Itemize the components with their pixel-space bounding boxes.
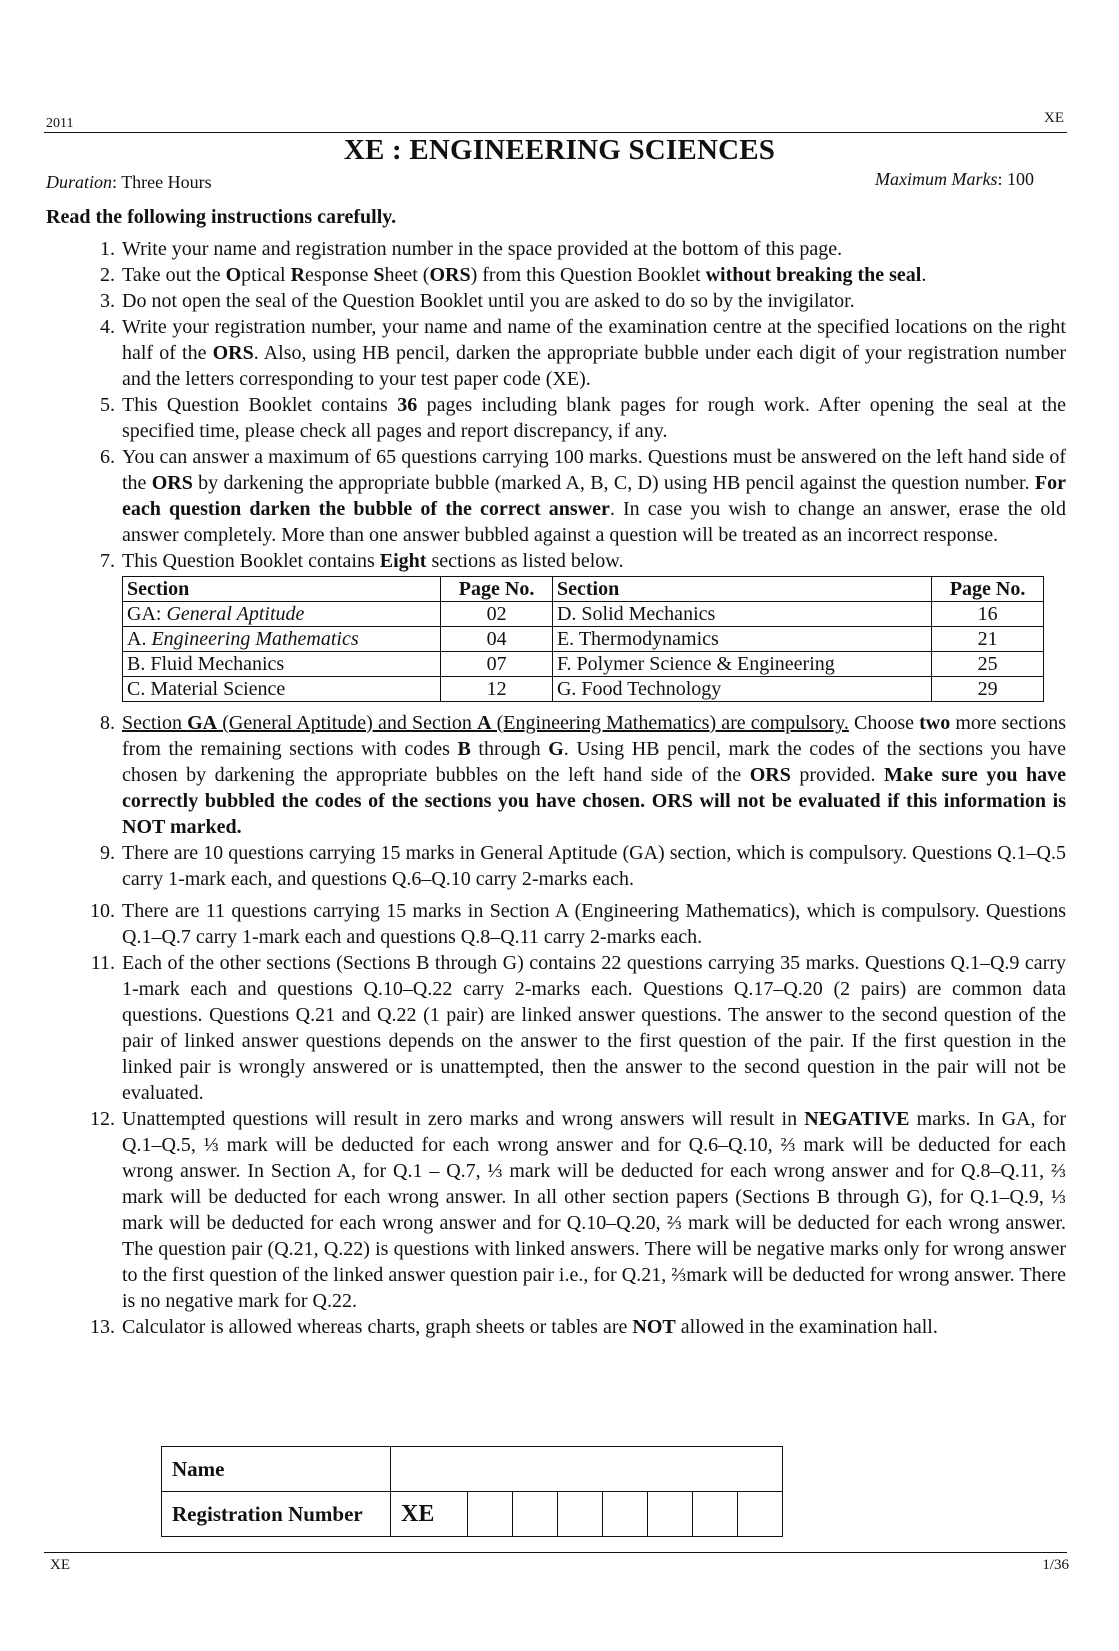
instruction-text: Take out the Optical Response Sheet (ORS) from this Question Booklet without breaking the seal. bbox=[122, 264, 927, 286]
registration-digit-box[interactable] bbox=[648, 1492, 693, 1537]
instruction-text: There are 11 questions carrying 15 marks in Section A (Engineering Mathematics), which is compulsory. Questions Q.1–Q.7 carry 1-mark each and questions Q.8–Q.11 carry 2-marks each. bbox=[122, 900, 1066, 948]
instruction-item bbox=[70, 840, 1066, 892]
instruction-text: This Question Booklet contains Eight sections as listed below. bbox=[122, 550, 624, 572]
instruction-text: Do not open the seal of the Question Booklet until you are asked to do so by the invigilator. bbox=[122, 290, 855, 312]
instruction-number: 3. bbox=[100, 290, 115, 312]
instruction-text: Section GA (General Aptitude) and Section A (Engineering Mathematics) are compulsory. Choose two more sections from the remaining sections with codes B through G. Using HB pencil, mark the codes of the sections you have chosen by darkening the appropriate bubbles on the left hand side of the ORS provided. Make sure you have correctly bubbled the codes of the sections you have chosen. ORS will not be evaluated if this information is NOT marked. bbox=[122, 712, 1067, 838]
section-cell: E. Thermodynamics bbox=[552, 627, 931, 652]
instruction-item bbox=[70, 710, 1066, 840]
page-cell: 16 bbox=[932, 602, 1044, 627]
instruction-item bbox=[70, 262, 1066, 288]
section-cell: B. Fluid Mechanics bbox=[123, 652, 441, 677]
header-paper-code: XE bbox=[1044, 110, 1064, 126]
instruction-item bbox=[70, 444, 1066, 548]
instruction-item bbox=[70, 288, 1066, 314]
registration-digit-box[interactable] bbox=[558, 1492, 603, 1537]
instruction-number: 13. bbox=[90, 1316, 115, 1338]
page-cell: 25 bbox=[932, 652, 1044, 677]
section-cell: F. Polymer Science & Engineering bbox=[552, 652, 931, 677]
page-cell: 29 bbox=[932, 677, 1044, 702]
column-header: Page No. bbox=[441, 577, 553, 602]
footer-paper-code: XE bbox=[50, 1557, 70, 1573]
registration-digit-box[interactable] bbox=[603, 1492, 648, 1537]
instructions-heading: Read the following instructions carefully. bbox=[46, 206, 397, 228]
section-cell: G. Food Technology bbox=[552, 677, 931, 702]
name-row bbox=[162, 1447, 783, 1492]
instruction-number: 9. bbox=[100, 842, 115, 864]
page-cell: 07 bbox=[441, 652, 553, 677]
table-row bbox=[123, 602, 1044, 627]
instruction-number: 10. bbox=[90, 900, 115, 922]
instruction-text: There are 10 questions carrying 15 marks in General Aptitude (GA) section, which is compulsory. Questions Q.1–Q.5 carry 1-mark each, and questions Q.6–Q.10 carry 2-marks each. bbox=[122, 842, 1066, 890]
page-cell: 04 bbox=[441, 627, 553, 652]
max-marks-label: Maximum Marks bbox=[875, 169, 998, 189]
instruction-text: Each of the other sections (Sections B through G) contains 22 questions carrying 35 marks. Questions Q.1–Q.9 carry 1-mark each and questions Q.10–Q.22 carry 2-marks each. Questions Q.17–Q.20 (2 pairs) are common data questions. Questions Q.21 and Q.22 (1 pair) are linked answer questions. The answer to the second question of the pair of linked answer questions depends on the answer to the first question of the pair. If the first question in the linked pair is wrongly answered or is unattempted, then the answer to the second question in the pair will not be evaluated. bbox=[122, 952, 1066, 1104]
instruction-number: 2. bbox=[100, 264, 115, 286]
page-cell: 02 bbox=[441, 602, 553, 627]
page-cell: 12 bbox=[441, 677, 553, 702]
candidate-details-form bbox=[161, 1446, 783, 1537]
page-title: XE : ENGINEERING SCIENCES bbox=[343, 134, 776, 166]
column-header: Page No. bbox=[932, 577, 1044, 602]
instruction-item bbox=[70, 314, 1066, 392]
page-cell: 21 bbox=[932, 627, 1044, 652]
section-table bbox=[122, 576, 1044, 702]
header-year: 2011 bbox=[46, 116, 74, 131]
instruction-number: 8. bbox=[100, 712, 115, 734]
duration bbox=[46, 172, 212, 193]
duration-value: : Three Hours bbox=[112, 172, 212, 192]
section-cell: A. Engineering Mathematics bbox=[123, 627, 441, 652]
instruction-number: 7. bbox=[100, 550, 115, 572]
footer-divider bbox=[44, 1552, 1067, 1553]
section-cell: D. Solid Mechanics bbox=[552, 602, 931, 627]
registration-row bbox=[162, 1492, 783, 1537]
registration-digit-box[interactable] bbox=[468, 1492, 513, 1537]
instruction-number: 1. bbox=[100, 238, 115, 260]
instruction-item bbox=[70, 898, 1066, 950]
instruction-item bbox=[70, 1314, 1066, 1340]
instruction-number: 12. bbox=[90, 1108, 115, 1130]
instruction-list bbox=[70, 236, 1066, 1340]
registration-prefix: XE bbox=[391, 1492, 468, 1537]
name-field[interactable] bbox=[391, 1447, 783, 1492]
footer-page-number: 1/36 bbox=[1042, 1557, 1069, 1573]
instruction-number: 5. bbox=[100, 394, 115, 416]
instruction-number: 4. bbox=[100, 316, 115, 338]
table-row bbox=[123, 627, 1044, 652]
instruction-text: Unattempted questions will result in zero marks and wrong answers will result in NEGATIVE marks. In GA, for Q.1–Q.5, ⅓ mark will be deducted for each wrong answer and for Q.6–Q.10, ⅔ mark will be deducted for each wrong answer. In Section A, for Q.1 – Q.7, ⅓ mark will be deducted for each wrong answer and for Q.8–Q.11, ⅔ mark will be deducted for each wrong answer. In all other section papers (Sections B through G), for Q.1–Q.9, ⅓ mark will be deducted for each wrong answer and for Q.10–Q.20, ⅔ mark will be deducted for each wrong answer. The question pair (Q.21, Q.22) is questions with linked answers. There will be negative marks only for wrong answer to the first question of the linked answer question pair i.e., for Q.21, ⅔mark will be deducted for wrong answer. There is no negative mark for Q.22. bbox=[122, 1108, 1066, 1312]
table-header-row bbox=[123, 577, 1044, 602]
column-header: Section bbox=[552, 577, 931, 602]
name-label: Name bbox=[162, 1447, 391, 1492]
section-cell: C. Material Science bbox=[123, 677, 441, 702]
instruction-number: 6. bbox=[100, 446, 115, 468]
section-cell: GA: General Aptitude bbox=[123, 602, 441, 627]
instruction-item bbox=[70, 548, 1066, 574]
registration-number-label: Registration Number bbox=[162, 1492, 391, 1537]
max-marks-value: : 100 bbox=[997, 169, 1034, 189]
duration-label: Duration bbox=[46, 172, 113, 192]
instruction-item bbox=[70, 950, 1066, 1106]
instruction-text: Write your registration number, your name and name of the examination centre at the specified locations on the right half of the ORS. Also, using HB pencil, darken the appropriate bubble under each digit of your registration number and the letters corresponding to your test paper code (XE). bbox=[122, 316, 1066, 390]
table-row bbox=[123, 677, 1044, 702]
instruction-text: Calculator is allowed whereas charts, graph sheets or tables are NOT allowed in the examination hall. bbox=[122, 1316, 938, 1338]
instruction-item bbox=[70, 392, 1066, 444]
maximum-marks bbox=[875, 169, 1034, 190]
instruction-item bbox=[70, 1106, 1066, 1314]
registration-digit-box[interactable] bbox=[738, 1492, 783, 1537]
header-divider bbox=[44, 132, 1067, 133]
instruction-text: This Question Booklet contains 36 pages including blank pages for rough work. After opening the seal at the specified time, please check all pages and report discrepancy, if any. bbox=[122, 394, 1066, 442]
instruction-number: 11. bbox=[90, 952, 115, 974]
registration-digit-box[interactable] bbox=[693, 1492, 738, 1537]
registration-digit-box[interactable] bbox=[513, 1492, 558, 1537]
column-header: Section bbox=[123, 577, 441, 602]
instruction-text: Write your name and registration number in the space provided at the bottom of this page. bbox=[122, 238, 843, 260]
instruction-text: You can answer a maximum of 65 questions carrying 100 marks. Questions must be answered on the left hand side of the ORS by darkening the appropriate bubble (marked A, B, C, D) using HB pencil against the question number. For each question darken the bubble of the correct answer. In case you wish to change an answer, erase the old answer completely. More than one answer bubbled against a question will be treated as an incorrect response. bbox=[122, 446, 1066, 546]
instruction-item bbox=[70, 236, 1066, 262]
table-row bbox=[123, 652, 1044, 677]
